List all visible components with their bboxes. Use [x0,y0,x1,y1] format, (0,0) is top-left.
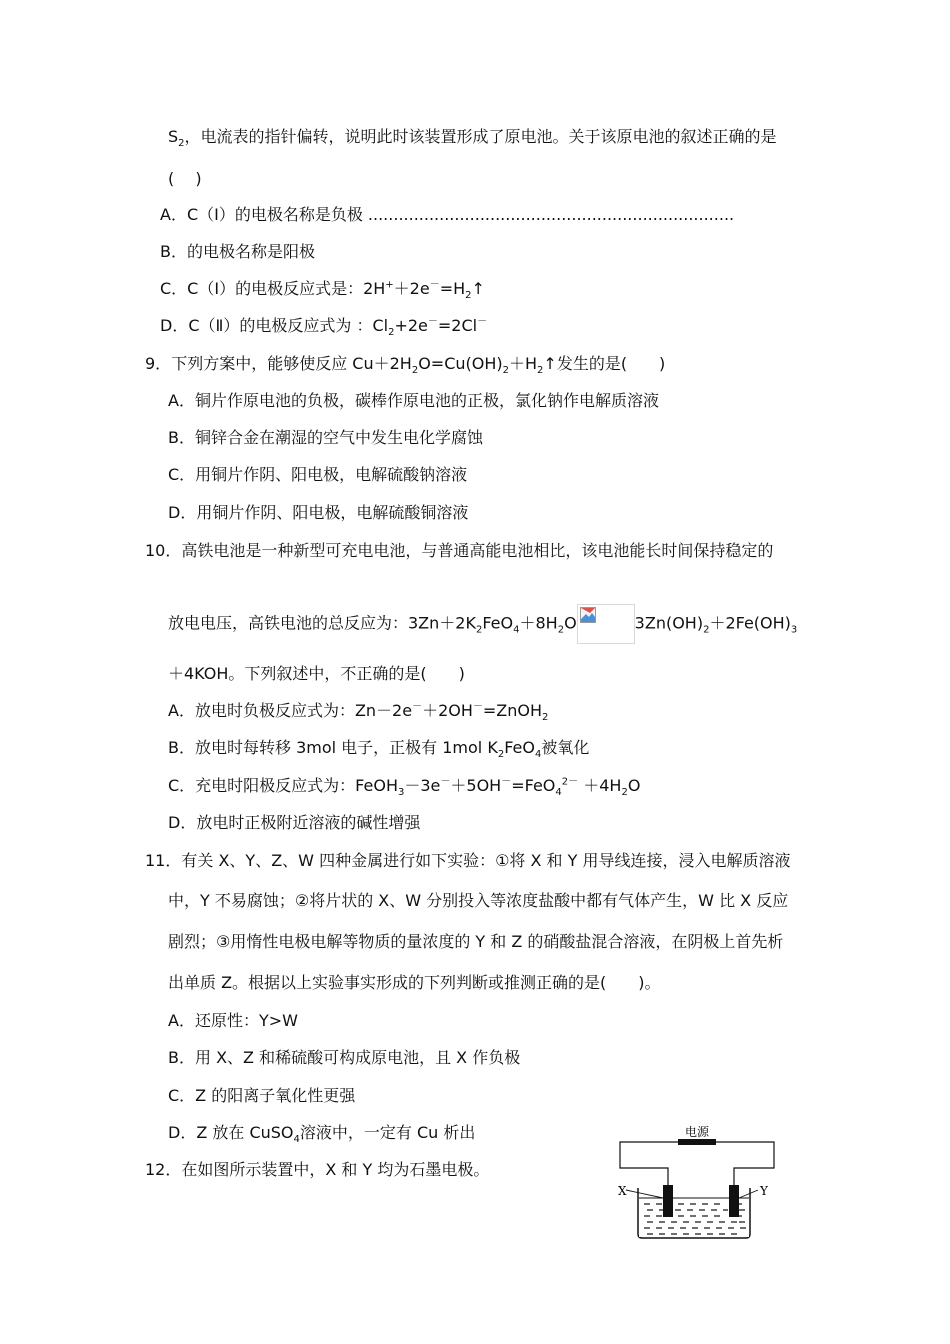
broken-image-icon [580,607,596,623]
q10-option-d: D．放电时正极附近溶液的碱性增强 [168,813,421,832]
q9-option-c: C．用铜片作阴、阳电极，电解硫酸钠溶液 [168,465,468,484]
electrolysis-diagram [612,1122,782,1242]
q8-option-a: A．C（Ⅰ）的电极名称是负极 ........................................................................ [160,205,735,224]
q11-option-b: B．用 X、Z 和稀硫酸可构成原电池，且 X 作负极 [168,1048,521,1067]
q11-stem-line1: 11．有关 X、Y、Z、W 四种金属进行如下实验：①将 X 和 Y 用导线连接，浸入电解质溶液 [145,851,791,870]
reaction-arrow-image [577,604,635,644]
q11-option-c: C．Z 的阳离子氧化性更强 [168,1086,356,1105]
power-source-label: 电源 [684,1125,710,1139]
q8-option-d: D．C（Ⅱ）的电极反应式为 ：$Cl_2+2e^-=2Cl^-$ [160,316,488,339]
q8-stem-line1: $S_2$，电流表的指针偏转，说明此时该装置形成了原电池。关于该原电池的叙述正确的是 [168,127,777,150]
q9-option-a: A．铜片作原电池的负极，碳棒作原电池的正极，氯化钠作电解质溶液 [168,391,659,410]
q8-answer-bracket: ( ) [168,169,202,188]
q11-stem-line4: 出单质 Z。根据以上实验事实形成的下列判断或推测正确的是( )。 [168,973,661,992]
electrode-x-label: X [618,1184,627,1198]
q10-option-a: A．放电时负极反应式为：Zn－2e－＋2OH－=ZnOH$_2$ [168,701,549,724]
circuit-wire [620,1142,774,1194]
q10-option-c: C．充电时阳极反应式为：FeOH$_3$－3e－＋5OH－=FeO$_4^{2-}$ $+4H_2O$ [168,776,641,799]
q9-option-d: D．用铜片作阴、阳电极，电解硫酸铜溶液 [168,503,469,522]
electrode-y-label: Y [760,1184,768,1198]
q10-option-b: B．放电时每转移 3mol 电子，正极有 1mol $K_2FeO_4$被氧化 [168,738,590,761]
q9-stem: 9．下列方案中，能够使反应 $Cu+2H_2O=Cu(OH)_2+H_2↑$发生的是( ) [145,354,666,377]
q10-stem-line3: ＋4KOH。下列叙述中，不正确的是( ) [168,664,465,683]
electrode-x [663,1185,673,1217]
q8-option-b: B．的电极名称是阳极 [160,242,315,261]
q9-option-b: B．铜锌合金在潮湿的空气中发生电化学腐蚀 [168,428,483,447]
q12-stem: 12．在如图所示装置中，X 和 Y 均为石墨电极。 [145,1160,490,1179]
power-source-symbol [678,1139,716,1145]
q11-option-a: A．还原性：Y>W [168,1011,298,1030]
electrolysis-diagram-svg [612,1122,782,1242]
q11-stem-line3: 剧烈；③用惰性电极电解等物质的量浓度的 Y 和 Z 的硝酸盐混合溶液，在阴极上首先析 [168,932,784,951]
electrode-y-leader [739,1190,758,1198]
q11-option-d: D．Z 放在 CuSO$_4$溶液中，一定有 Cu 析出 [168,1123,476,1146]
q11-stem-line2: 中，Y 不易腐蚀；②将片状的 X、W 分别投入等浓度盐酸中都有气体产生，W 比 X 反应 [168,891,789,910]
q10-stem-line2: 放电电压，高铁电池的总反应为：$3Zn+2K_2FeO_4+8H_2O$ $3Zn(OH)_2+2Fe(OH)_3$ [168,604,797,644]
electrode-y [729,1185,739,1217]
electrode-x-leader [626,1190,663,1198]
q8-option-c: C．C（Ⅰ）的电极反应式是：$2H^++2e^-=H_2↑$ [160,279,485,302]
q10-stem-line1: 10．高铁电池是一种新型可充电电池，与普通高能电池相比，该电池能长时间保持稳定的 [145,541,774,560]
